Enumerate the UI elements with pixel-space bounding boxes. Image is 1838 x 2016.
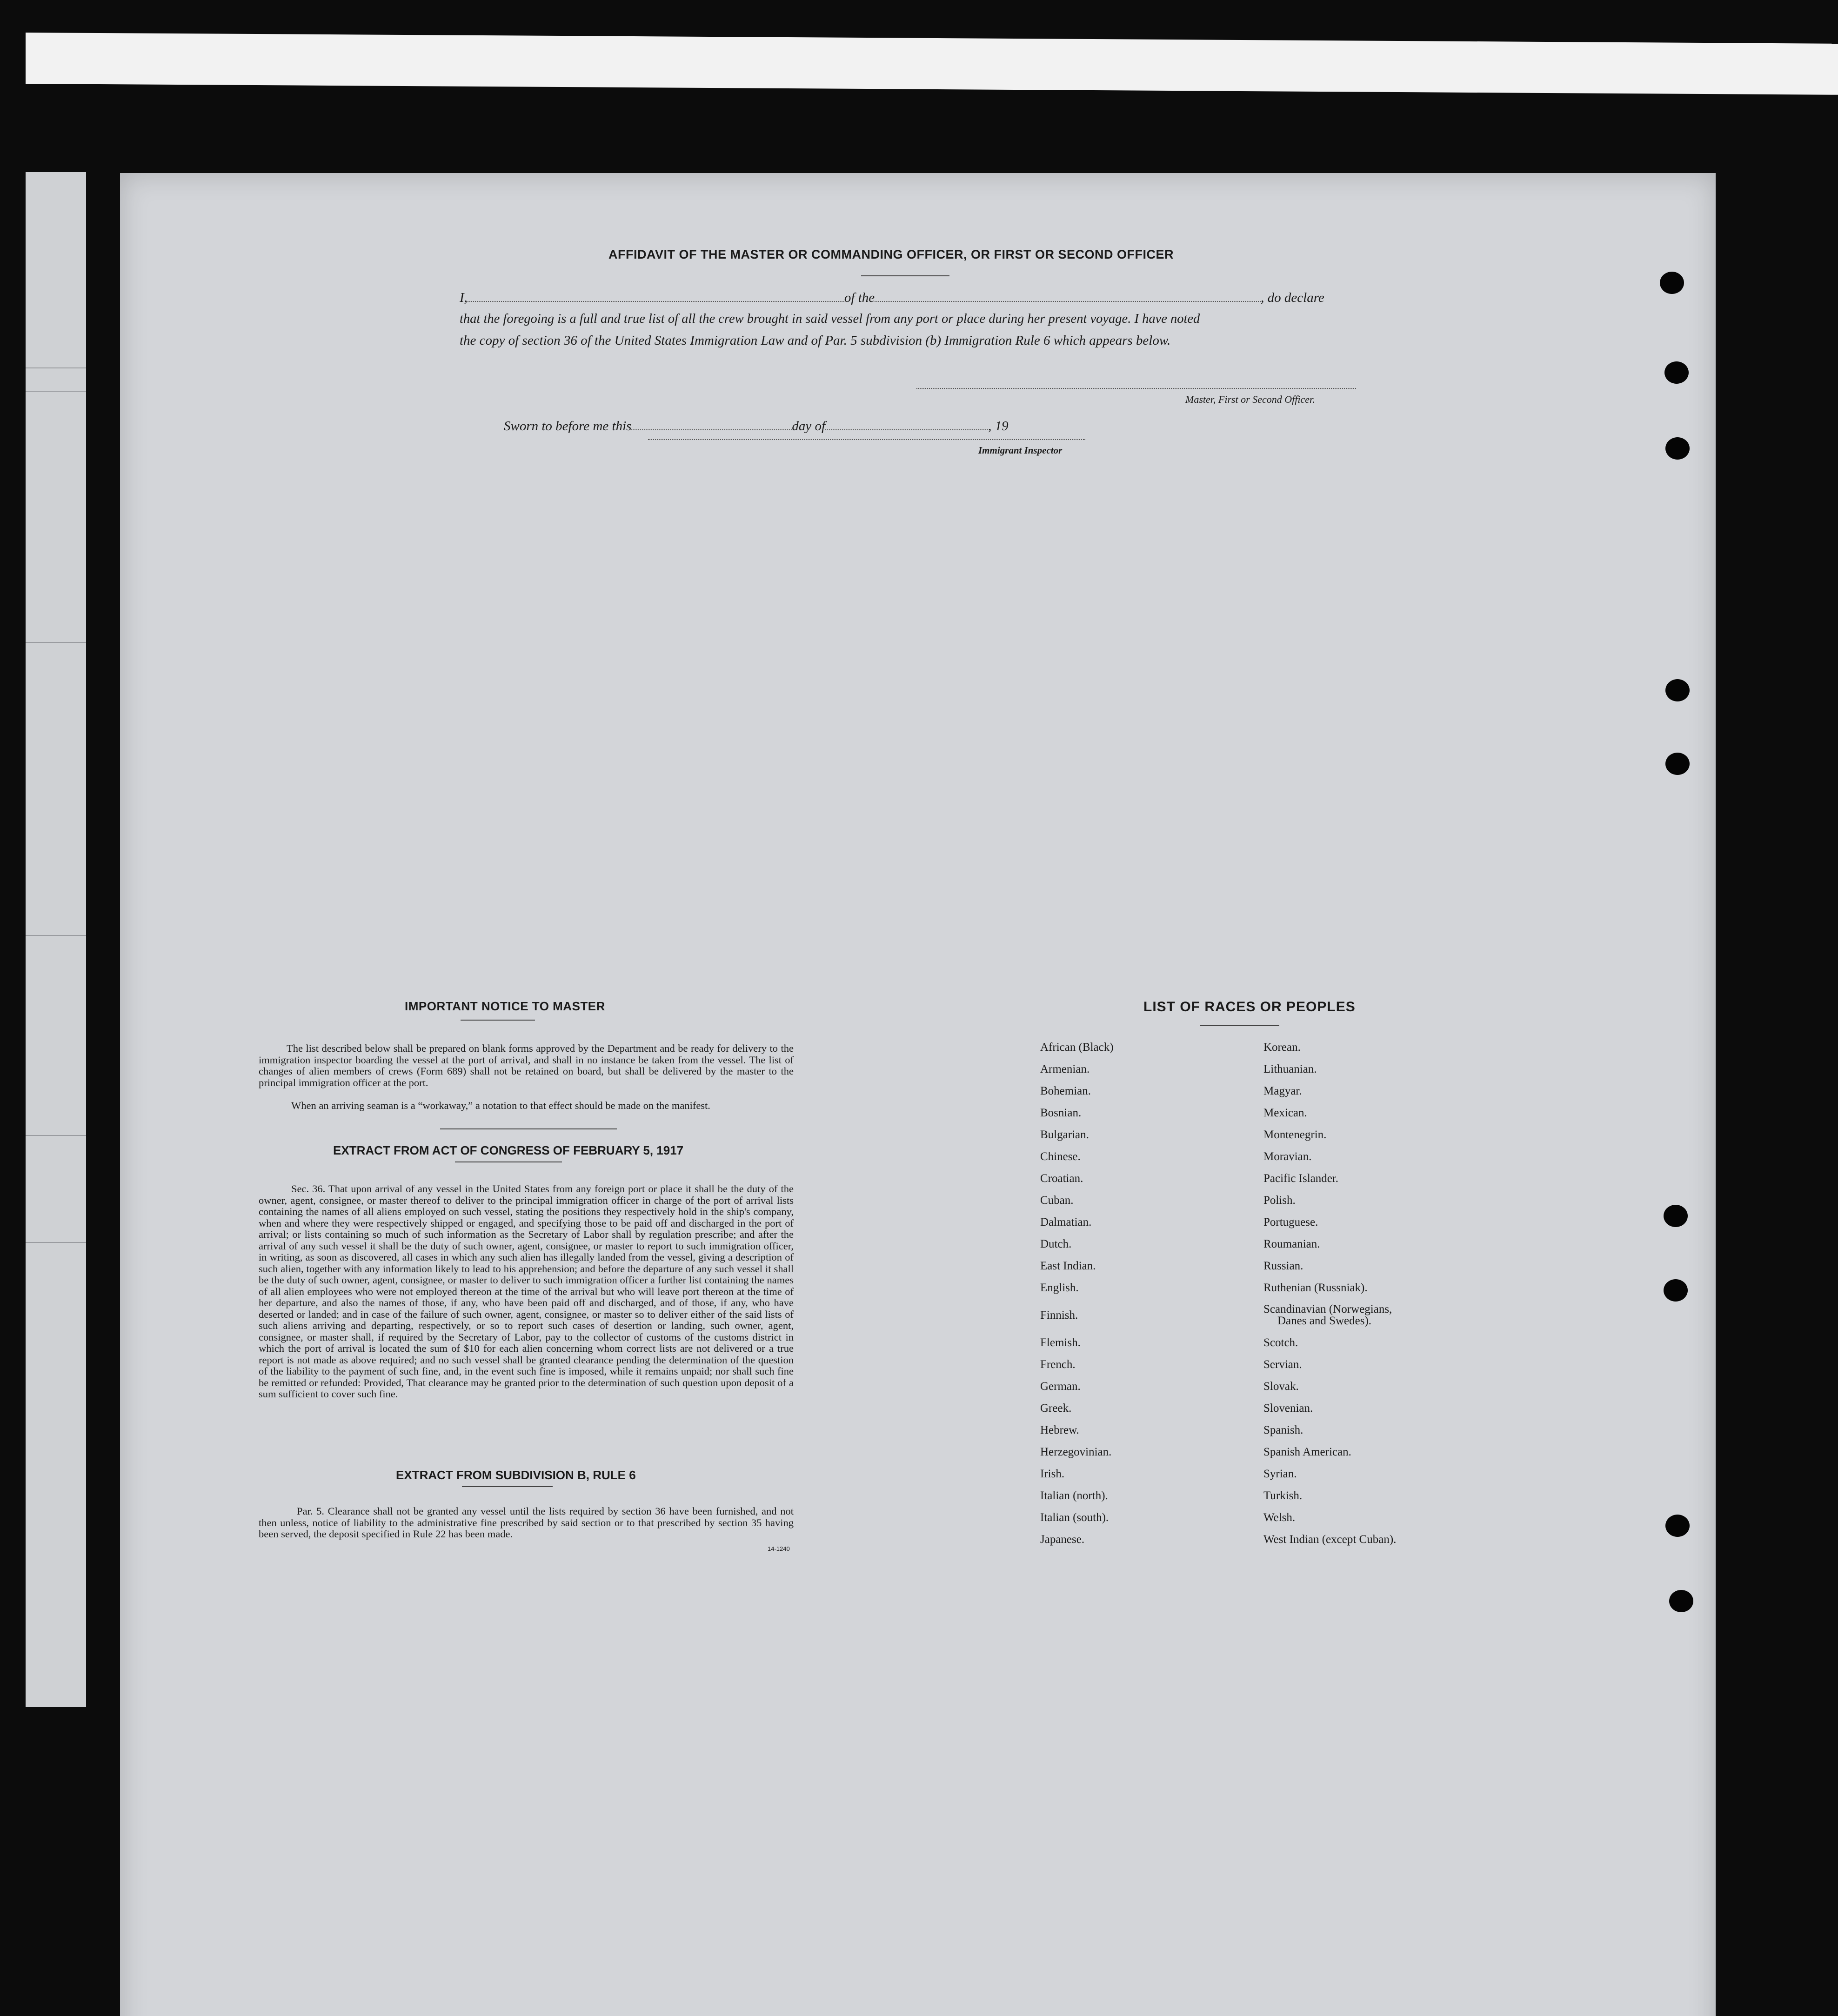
affidavit-declare: , do declare (1261, 290, 1324, 305)
adjacent-page-edge (26, 172, 86, 1707)
master-signature-line[interactable] (916, 387, 1356, 389)
inspector-signature-line[interactable] (648, 438, 1085, 440)
race-item: Irish. (1040, 1468, 1065, 1480)
race-item: Italian (north). (1040, 1489, 1108, 1502)
race-item: Ruthenian (Russniak). (1263, 1282, 1368, 1294)
race-item: Herzegovinian. (1040, 1446, 1112, 1458)
race-item: Bohemian. (1040, 1085, 1091, 1097)
race-item: Hebrew. (1040, 1424, 1079, 1436)
notice-heading: IMPORTANT NOTICE TO MASTER (405, 999, 605, 1013)
affidavit-i: I, (460, 290, 468, 305)
race-item: Greek. (1040, 1402, 1072, 1415)
race-item: French. (1040, 1358, 1076, 1371)
races-title: LIST OF RACES OR PEOPLES (1143, 999, 1356, 1015)
act-heading: EXTRACT FROM ACT OF CONGRESS OF FEBRUARY 5, 1917 (333, 1143, 684, 1157)
race-item: African (Black) (1040, 1041, 1114, 1054)
race-item: Armenian. (1040, 1063, 1090, 1075)
race-item: Cuban. (1040, 1194, 1074, 1207)
race-item: Servian. (1263, 1358, 1302, 1371)
race-item: Bulgarian. (1040, 1128, 1089, 1141)
affidavit-line-3: the copy of section 36 of the United States Immigration Law and of Par. 5 subdivision (b) Immigration Rule 6 which appears below. (460, 333, 1171, 348)
race-item: Croatian. (1040, 1172, 1083, 1185)
race-item: Moravian. (1263, 1150, 1312, 1163)
race-item: Polish. (1263, 1194, 1296, 1207)
punch-hole (1660, 272, 1684, 294)
race-item: Dalmatian. (1040, 1216, 1092, 1228)
punch-hole (1664, 1279, 1688, 1302)
race-item: Roumanian. (1263, 1238, 1320, 1250)
race-item: Finnish. (1040, 1309, 1078, 1322)
sworn-month-blank[interactable] (825, 419, 988, 430)
name-blank[interactable] (468, 291, 844, 302)
race-item: East Indian. (1040, 1260, 1096, 1272)
race-item: Spanish. (1263, 1424, 1303, 1436)
rule-heading: EXTRACT FROM SUBDIVISION B, RULE 6 (396, 1468, 636, 1482)
race-item: Danes and Swedes). (1277, 1315, 1372, 1327)
divider (461, 1020, 535, 1021)
affidavit-line-2: that the foregoing is a full and true list of all the crew brought in said vessel from any port or place during her present voyage. I have noted (460, 312, 1200, 326)
film-top-strip (26, 33, 1838, 95)
vessel-blank[interactable] (875, 291, 1261, 302)
race-item: Slovak. (1263, 1380, 1299, 1393)
race-item: Flemish. (1040, 1336, 1081, 1349)
punch-hole (1664, 361, 1689, 384)
race-item: Montenegrin. (1263, 1128, 1327, 1141)
divider (1200, 1025, 1279, 1026)
race-item: Pacific Islander. (1263, 1172, 1339, 1185)
punch-hole (1664, 1205, 1688, 1227)
divider (861, 275, 949, 276)
punch-hole (1665, 437, 1690, 460)
notice-paragraph-1: The list described below shall be prepared on blank forms approved by the Department and be ready for delivery to the immigration inspector boarding the vessel at the port of arrival, and shall in no instance be taken from the vessel. The list of changes of alien members of crews (Form 689) shall not be retained on board, but shall be delivered by the master to the principal immigration officer at the port. (259, 1042, 794, 1088)
race-item: English. (1040, 1282, 1079, 1294)
affidavit-title: AFFIDAVIT OF THE MASTER OR COMMANDING OFFICER, OR FIRST OR SECOND OFFICER (608, 247, 1174, 261)
day-of-label: day of (792, 419, 826, 434)
race-item: Korean. (1263, 1041, 1301, 1054)
manifest-page (120, 173, 1716, 2016)
sworn-line (504, 419, 1202, 434)
race-item: Chinese. (1040, 1150, 1081, 1163)
form-number: 14-1240 (768, 1545, 790, 1552)
race-item: Bosnian. (1040, 1107, 1082, 1119)
race-item: Mexican. (1263, 1107, 1307, 1119)
punch-hole (1665, 1515, 1690, 1537)
race-item: Scandinavian (Norwegians, (1263, 1303, 1392, 1315)
divider (440, 1128, 617, 1129)
section-36-text: Sec. 36. That upon arrival of any vessel in the United States from any foreign port or place it shall be the duty of the owner, agent, consignee, or master thereof to deliver to the principal immigration officer in charge of the port of arrival lists containing the names of all aliens employed on such vessel, stating the positions they respectively hold in the ship's company, when and where they were respectively shipped or engaged, and specifying those to be paid off and discharged in the port of arrival; or lists containing so much of such information as the Secretary of Labor shall by regulation prescribe; and after the arrival of any such vessel it shall be the duty of such owner, agent, consignee, or master to report to such immigration officer, in writing, as soon as discovered, all cases in which any such alien has illegally landed from the vessel, giving a description of such alien, together with any information likely to lead to his apprehension; and before the departure of any such vessel it shall be the duty of such owner, agent, consignee, or master to deliver to such immigration officer a further list containing the names of all alien employees who were not employed thereon at the time of the arrival but who will leave port thereon at the time of her departure, and also the names of those, if any, who have been paid off and discharged, and of those, if any, who have deserted or landed; and in case of the failure of such owner, agent, consignee, or master so to deliver either of the said lists of such aliens arriving and departing, respectively, or so to report such cases of desertion or landing, such owner, agent, consignee, or master shall, if required by the Secretary of Labor, pay to the collector of customs of the customs district in which the port of arrival is located the sum of $10 for each alien concerning whom correct lists are not delivered or a true report is not made as above required; and no such vessel shall be granted clearance pending the determination of the question of the liability to the payment of such fine, and, in the event such fine is imposed, while it remains unpaid; nor shall such fine be remitted or refunded: Provided, That clearance may be granted prior to the determination of such question upon deposit of a sum sufficient to cover such fine. (259, 1183, 794, 1400)
race-item: Lithuanian. (1263, 1063, 1317, 1075)
divider (462, 1486, 553, 1487)
race-item: Syrian. (1263, 1468, 1297, 1480)
sworn-day-blank[interactable] (631, 419, 792, 430)
master-caption: Master, First or Second Officer. (1185, 394, 1315, 405)
sworn-label: Sworn to before me this (504, 419, 632, 434)
race-item: Japanese. (1040, 1533, 1085, 1546)
rule-6-text: Par. 5. Clearance shall not be granted any vessel until the lists required by section 36 have been furnished, and not then unless, notice of liability to the administrative fine prescribed by said section or to that prescribed by section 35 having been served, the deposit specified in Rule 22 has been made. (259, 1505, 794, 1540)
race-item: Slovenian. (1263, 1402, 1313, 1415)
affidavit-of-the: of the (844, 290, 875, 305)
race-item: Portuguese. (1263, 1216, 1318, 1228)
year-label: , 19 (988, 419, 1009, 434)
punch-hole (1665, 679, 1690, 701)
race-item: Italian (south). (1040, 1511, 1109, 1524)
race-item: Turkish. (1263, 1489, 1303, 1502)
race-item: Scotch. (1263, 1336, 1298, 1349)
notice-paragraph-2: When an arriving seaman is a “workaway,” a notation to that effect should be made on the manifest. (291, 1100, 710, 1111)
punch-hole (1665, 753, 1690, 775)
inspector-caption: Immigrant Inspector (978, 445, 1063, 456)
race-item: Spanish American. (1263, 1446, 1351, 1458)
race-item: West Indian (except Cuban). (1263, 1533, 1397, 1546)
race-item: Dutch. (1040, 1238, 1072, 1250)
race-item: Welsh. (1263, 1511, 1296, 1524)
punch-hole (1669, 1590, 1693, 1612)
race-item: Magyar. (1263, 1085, 1302, 1097)
race-item: German. (1040, 1380, 1081, 1393)
race-item: Russian. (1263, 1260, 1303, 1272)
affidavit-line-1 (460, 290, 1395, 306)
